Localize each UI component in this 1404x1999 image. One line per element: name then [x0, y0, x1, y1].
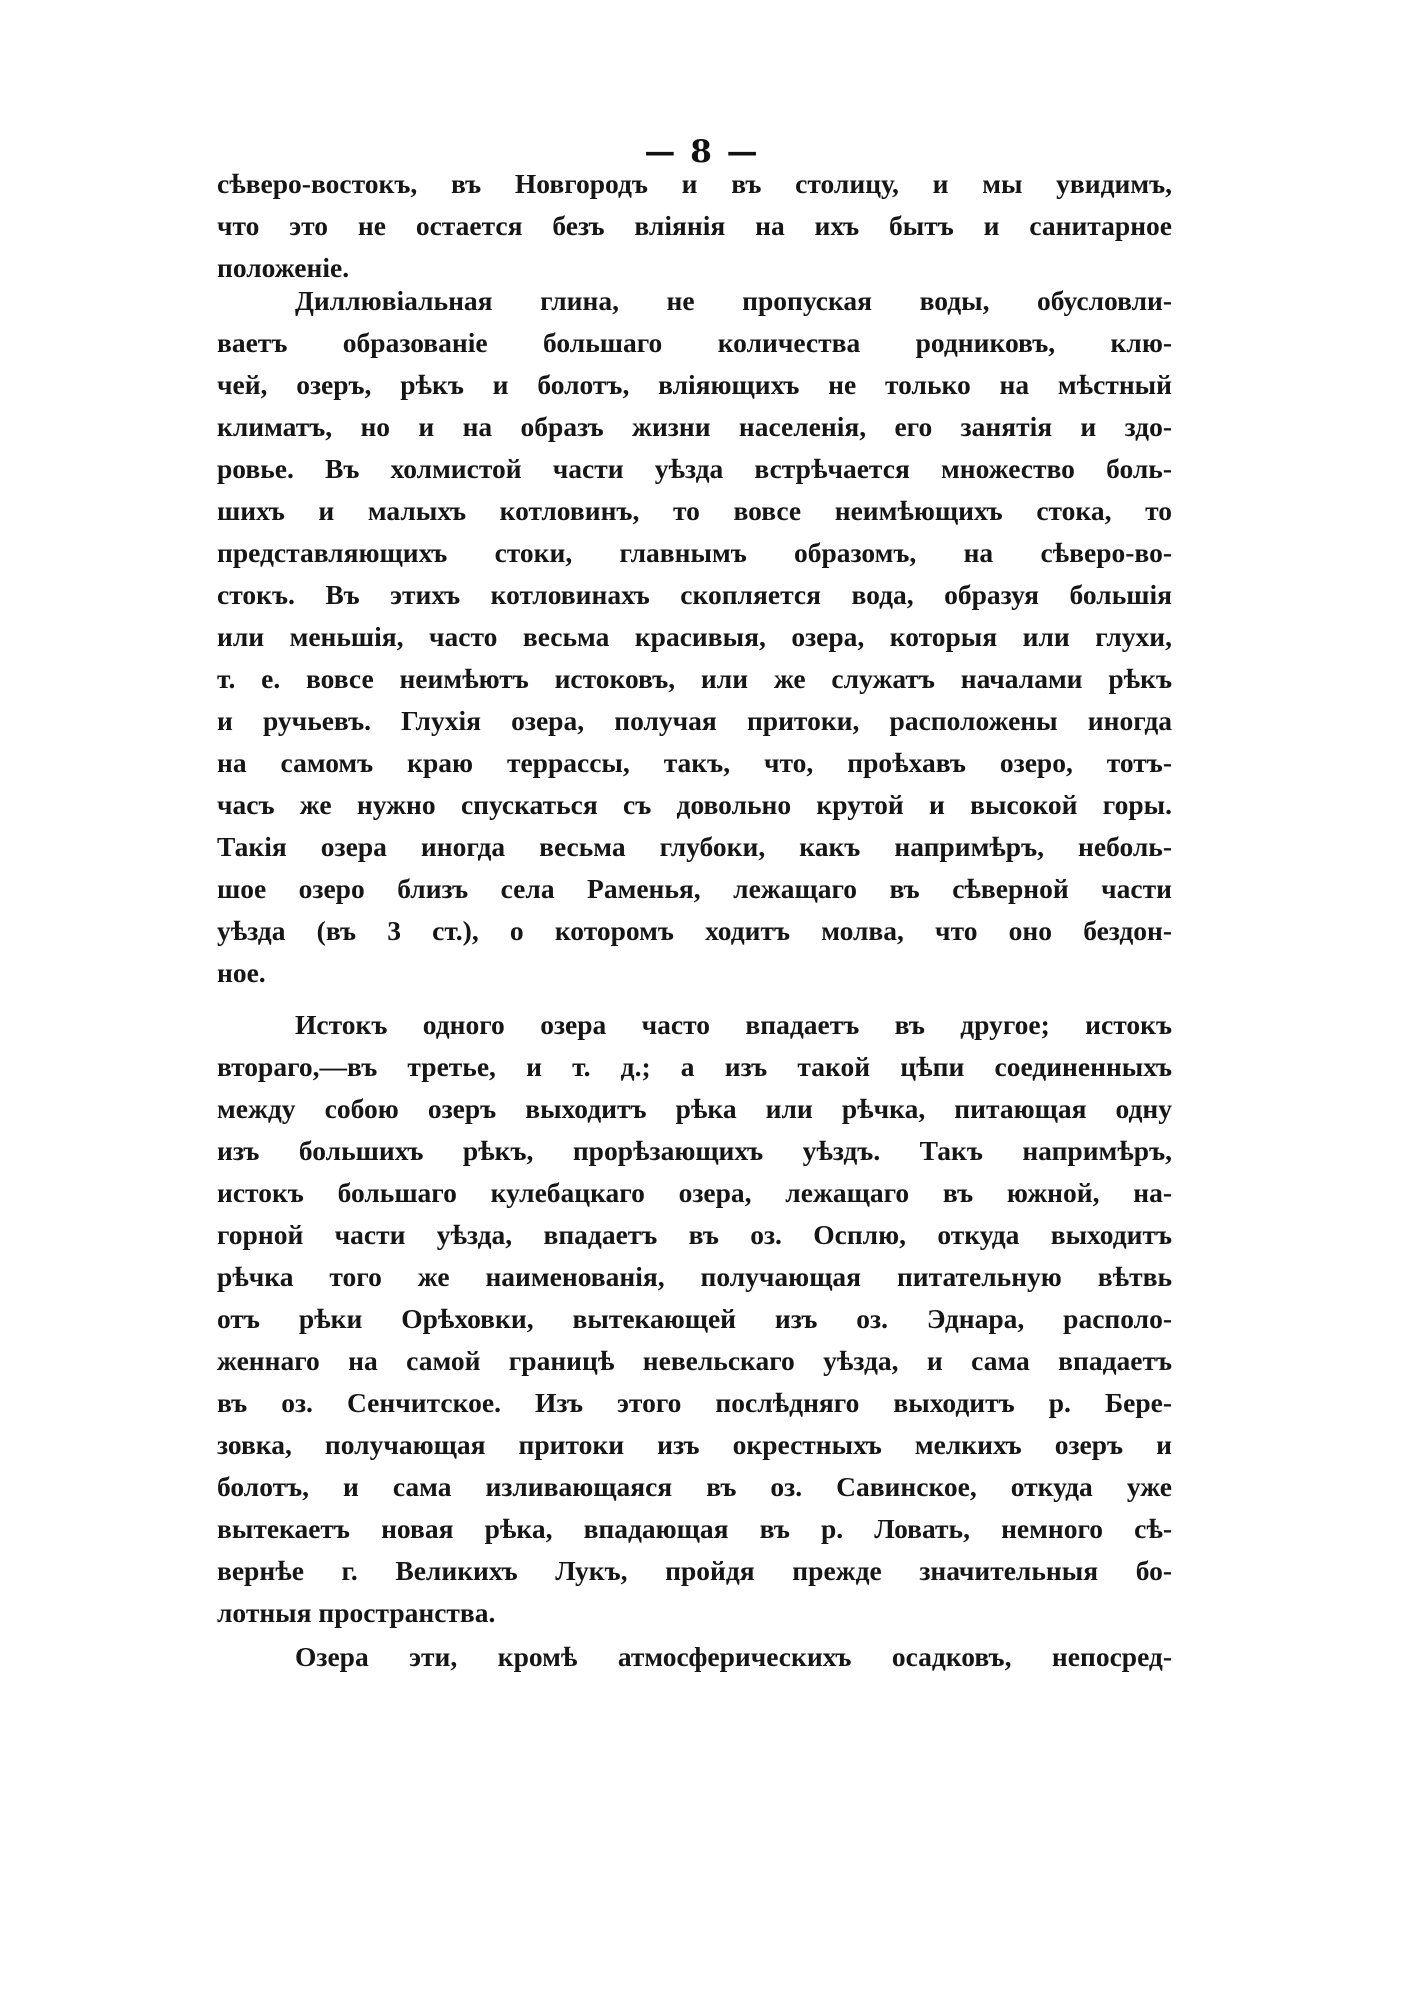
- text-line: изъ большихъ рѣкъ, прорѣзающихъ уѣздъ. Такъ напримѣръ,: [217, 1135, 1172, 1166]
- paragraph-2: [217, 280, 1172, 994]
- text-line: женнаго на самой границѣ невельскаго уѣзда, и сама впадаетъ: [217, 1345, 1172, 1376]
- text-line: сѣверо-востокъ, въ Новгородъ и въ столицу, и мы увидимъ,: [217, 168, 1172, 199]
- text-line: ваетъ образованіе большаго количества родниковъ, клю-: [217, 327, 1172, 358]
- page-number: — 8 —: [644, 134, 760, 170]
- text-line: вытекаетъ новая рѣка, впадающая въ р. Ловать, немного сѣ-: [217, 1513, 1172, 1544]
- text-line: зовка, получающая притоки изъ окрестныхъ мелкихъ озеръ и: [217, 1429, 1172, 1460]
- text-line: климатъ, но и на образъ жизни населенія, его занятія и здо-: [217, 411, 1172, 442]
- text-line: или меньшія, часто весьма красивыя, озера, которыя или глухи,: [217, 621, 1172, 652]
- text-line: и ручьевъ. Глухія озера, получая притоки, расположены иногда: [217, 705, 1172, 736]
- text-line: Истокъ одного озера часто впадаетъ въ другое; истокъ: [295, 1009, 1172, 1040]
- text-line: положеніе.: [217, 252, 350, 283]
- paragraph-1: [217, 163, 1172, 289]
- text-line: Диллювіальная глина, не пропуская воды, обусловли-: [295, 285, 1172, 316]
- text-line: ное.: [217, 957, 266, 988]
- text-line: отъ рѣки Орѣховки, вытекающей изъ оз. Эднара, располо-: [217, 1303, 1172, 1334]
- text-line: на самомъ краю террассы, такъ, что, проѣхавъ озеро, тотъ-: [217, 747, 1172, 778]
- text-line: часъ же нужно спускаться съ довольно крутой и высокой горы.: [217, 789, 1172, 820]
- text-line: шое озеро близъ села Раменья, лежащаго въ сѣверной части: [217, 873, 1172, 904]
- text-line: между собою озеръ выходитъ рѣка или рѣчка, питающая одну: [217, 1093, 1172, 1124]
- text-line: Такія озера иногда весьма глубоки, какъ напримѣръ, неболь-: [217, 831, 1172, 862]
- text-line: лотныя пространства.: [217, 1597, 496, 1628]
- paragraph-3: [217, 1004, 1172, 1634]
- text-line: горной части уѣзда, впадаетъ въ оз. Осплю, откуда выходитъ: [217, 1219, 1172, 1250]
- text-line: т. е. вовсе неимѣютъ истоковъ, или же служатъ началами рѣкъ: [217, 663, 1172, 694]
- text-line: втораго,—въ третье, и т. д.; а изъ такой цѣпи соединенныхъ: [217, 1051, 1172, 1082]
- text-line: уѣзда (въ 3 ст.), о которомъ ходитъ молва, что оно бездон-: [217, 915, 1172, 946]
- text-line: ровье. Въ холмистой части уѣзда встрѣчается множество боль-: [217, 453, 1172, 484]
- text-line: болотъ, и сама изливающаяся въ оз. Савинское, откуда уже: [217, 1471, 1172, 1502]
- text-line: чей, озеръ, рѣкъ и болотъ, вліяющихъ не только на мѣстный: [217, 369, 1172, 400]
- text-line: вернѣе г. Великихъ Лукъ, пройдя прежде значительныя бо-: [217, 1555, 1172, 1586]
- paragraph-4: [217, 1636, 1172, 1678]
- text-line: рѣчка того же наименованія, получающая питательную вѣтвь: [217, 1261, 1172, 1292]
- text-line: представляющихъ стоки, главнымъ образомъ, на сѣверо-во-: [217, 537, 1172, 568]
- text-line: истокъ большаго кулебацкаго озера, лежащаго въ южной, на-: [217, 1177, 1172, 1208]
- text-line: что это не остается безъ вліянія на ихъ бытъ и санитарное: [217, 210, 1172, 241]
- text-line: стокъ. Въ этихъ котловинахъ скопляется вода, образуя большія: [217, 579, 1172, 610]
- text-line: Озера эти, кромѣ атмосферическихъ осадковъ, непосред-: [295, 1641, 1172, 1672]
- text-line: шихъ и малыхъ котловинъ, то вовсе неимѣющихъ стока, то: [217, 495, 1172, 526]
- text-line: въ оз. Сенчитское. Изъ этого послѣдняго выходитъ р. Бере-: [217, 1387, 1172, 1418]
